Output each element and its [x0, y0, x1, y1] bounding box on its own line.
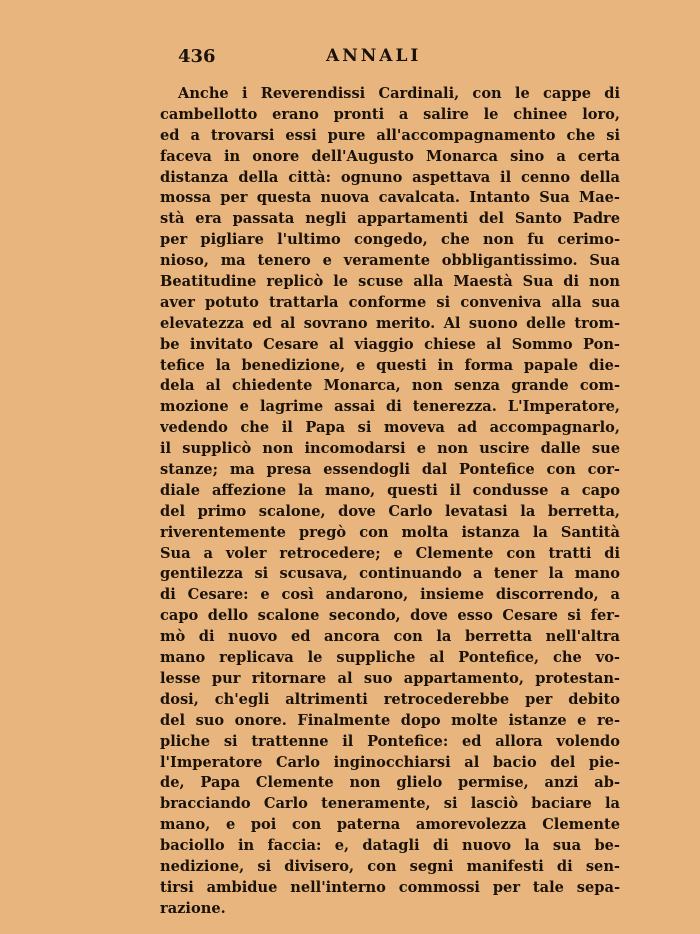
text-line: Anche i Reverendissi Cardinali, con le cappe di: [178, 85, 620, 102]
text-line: aver potuto trattarla conforme si conveniva alla sua: [160, 293, 620, 311]
text-line: de, Papa Clemente non glielo permise, anzi ab-: [160, 774, 620, 792]
text-line: l'Imperatore Carlo inginocchiarsi al bacio del pie-: [160, 753, 620, 771]
text-line: vedendo che il Papa si moveva ad accompagnarlo,: [160, 419, 620, 437]
text-line: del primo scalone, dove Carlo levatasi la berretta,: [160, 502, 620, 520]
text-line: tefice la benedizione, e questi in forma papale die-: [160, 356, 620, 374]
text-line: elevatezza ed al sovrano merito. Al suono delle trom-: [160, 314, 620, 332]
text-line: mano replicava le suppliche al Pontefice, che vo-: [160, 649, 620, 667]
text-line: cambellotto erano pronti a salire le chinee loro,: [160, 105, 620, 123]
text-line: stanze; ma presa essendogli dal Pontefice con cor-: [160, 461, 620, 479]
text-line: di Cesare: e così andarono, insieme discorrendo, a: [160, 586, 620, 604]
text-line: mossa per questa nuova cavalcata. Intanto Sua Mae-: [160, 189, 620, 207]
text-line: distanza della città: ognuno aspettava il cenno della: [160, 168, 620, 186]
text-line: nedizione, si divisero, con segni manifesti di sen-: [160, 857, 620, 875]
text-line: pliche si trattenne il Pontefice: ed allora volendo: [160, 732, 620, 750]
running-title: ANNALI: [326, 46, 422, 66]
text-line: del suo onore. Finalmente dopo molte istanze e re-: [160, 711, 620, 729]
text-line: be invitato Cesare al viaggio chiese al Sommo Pon-: [160, 335, 620, 353]
text-line: lesse pur ritornare al suo appartamento, protestan-: [160, 669, 620, 687]
text-line: razione.: [160, 899, 226, 917]
text-line: bracciando Carlo teneramente, si lasciò baciare la: [160, 795, 620, 813]
text-line: ed a trovarsi essi pure all'accompagnamento che si: [160, 126, 620, 144]
text-line: baciollo in faccia: e, datagli di nuovo la sua be-: [160, 837, 620, 855]
text-line: dosi, ch'egli altrimenti retrocederebbe per debito: [160, 690, 620, 708]
text-line: nioso, ma tenero e veramente obbligantissimo. Sua: [160, 252, 620, 270]
text-line: faceva in onore dell'Augusto Monarca sino a certa: [160, 147, 620, 165]
text-line: capo dello scalone secondo, dove esso Cesare si fer-: [160, 607, 620, 625]
text-line: Sua a voler retrocedere; e Clemente con tratti di: [160, 544, 620, 562]
text-line: mò di nuovo ed ancora con la berretta nell'altra: [160, 628, 620, 646]
page-number: 436: [178, 46, 216, 67]
text-line: mozione e lagrime assai di tenerezza. L'Imperatore,: [160, 398, 620, 416]
body-text: [160, 84, 620, 920]
text-line: mano, e poi con paterna amorevolezza Clemente: [160, 816, 620, 834]
text-line: Beatitudine replicò le scuse alla Maestà Sua di non: [160, 273, 620, 291]
text-line: per pigliare l'ultimo congedo, che non fu cerimo-: [160, 231, 620, 249]
text-line: dela al chiedente Monarca, non senza grande com-: [160, 377, 620, 395]
page-header: [0, 46, 700, 72]
text-line: stà era passata negli appartamenti del Santo Padre: [160, 210, 620, 228]
text-line: il supplicò non incomodarsi e non uscire dalle sue: [160, 440, 620, 458]
text-line: riverentemente pregò con molta istanza la Santità: [160, 523, 620, 541]
text-line: diale affezione la mano, questi il condusse a capo: [160, 481, 620, 499]
text-line: tirsi ambidue nell'interno commossi per tale sepa-: [160, 878, 620, 896]
text-line: gentilezza si scusava, continuando a tener la mano: [160, 565, 620, 583]
